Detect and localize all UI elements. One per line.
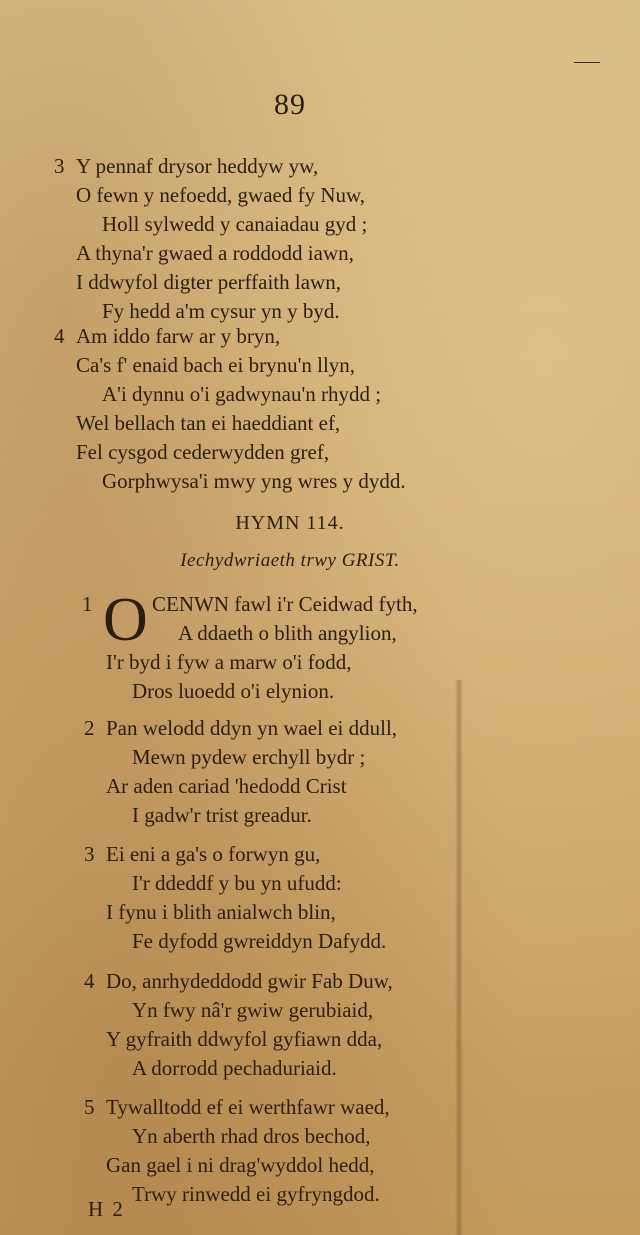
verse-line: I'r byd i fyw a marw o'i fodd, (106, 650, 352, 674)
hymn-stanza-1-tail (106, 648, 352, 706)
header-rule (574, 62, 600, 63)
verse-line: I gadw'r trist greadur. (132, 803, 312, 827)
verse-line: Ei eni a ga's o forwyn gu, (106, 842, 321, 866)
stanza-top-4 (54, 322, 406, 496)
verse-line: Do, anrhydeddodd gwir Fab Duw, (106, 969, 393, 993)
verse-line: I'r ddeddf y bu yn ufudd: (132, 871, 342, 895)
stanza-number: 3 (84, 842, 95, 866)
verse-line: Holl sylwedd y canaiadau gyd ; (102, 212, 368, 236)
verse-line: Fy hedd a'm cysur yn y byd. (102, 299, 340, 323)
verse-line: Am iddo farw ar y bryn, (76, 324, 281, 348)
verse-line: Ar aden cariad 'hedodd Crist (106, 774, 347, 798)
page-fold-shadow (455, 680, 463, 1235)
page-number: 89 (274, 88, 306, 121)
verse-line: Y pennaf drysor heddyw yw, (76, 154, 319, 178)
verse-line: A'i dynnu o'i gadwynau'n rhydd ; (102, 382, 382, 406)
verse-line: A dorrodd pechaduriaid. (132, 1056, 337, 1080)
verse-line: Yn aberth rhad dros bechod, (132, 1124, 371, 1148)
stanza-top-3 (54, 152, 368, 326)
hymn-stanza-4 (84, 967, 393, 1083)
verse-line: CENWN fawl i'r Ceidwad fyth, (152, 592, 418, 616)
signature-mark: H 2 (88, 1197, 125, 1221)
verse-line: O fewn y nefoedd, gwaed fy Nuw, (76, 183, 366, 207)
verse-line: Y gyfraith ddwyfol gyfiawn dda, (106, 1027, 383, 1051)
stanza-number: 1 (82, 592, 93, 616)
verse-line: Dros luoedd o'i elynion. (132, 679, 335, 703)
verse-line: A thyna'r gwaed a roddodd iawn, (76, 241, 354, 265)
drop-cap: O (103, 586, 148, 654)
hymn-subtitle: Iechydwriaeth trwy GRIST. (180, 550, 400, 571)
hymn-stanza-1-head (152, 590, 418, 648)
verse-line: Gorphwysa'i mwy yng wres y dydd. (102, 469, 406, 493)
hymn-stanza-2 (84, 714, 398, 830)
verse-line: Trwy rinwedd ei gyfryngdod. (132, 1182, 380, 1206)
verse-line: A ddaeth o blith angylion, (178, 621, 397, 645)
verse-line: Mewn pydew erchyll bydr ; (132, 745, 366, 769)
stanza-number: 4 (84, 969, 95, 993)
verse-line: I fynu i blith anialwch blin, (106, 900, 336, 924)
verse-line: Ca's f' enaid bach ei brynu'n llyn, (76, 353, 356, 377)
stanza-number: 3 (54, 154, 65, 178)
verse-line: I ddwyfol digter perffaith lawn, (76, 270, 341, 294)
stanza-number: 5 (84, 1095, 95, 1119)
verse-line: Fe dyfodd gwreiddyn Dafydd. (132, 929, 387, 953)
verse-line: Gan gael i ni drag'wyddol hedd, (106, 1153, 375, 1177)
hymn-title: HYMN 114. (235, 512, 345, 534)
verse-line: Wel bellach tan ei haeddiant ef, (76, 411, 341, 435)
verse-line: Fel cysgod cederwydden gref, (76, 440, 330, 464)
stanza-number: 4 (54, 324, 65, 348)
hymn-stanza-3 (84, 840, 387, 956)
verse-line: Tywalltodd ef ei werthfawr waed, (106, 1095, 390, 1119)
stanza-number: 2 (84, 716, 95, 740)
verse-line: Yn fwy nâ'r gwiw gerubiaid, (132, 998, 374, 1022)
verse-line: Pan welodd ddyn yn wael ei ddull, (106, 716, 398, 740)
